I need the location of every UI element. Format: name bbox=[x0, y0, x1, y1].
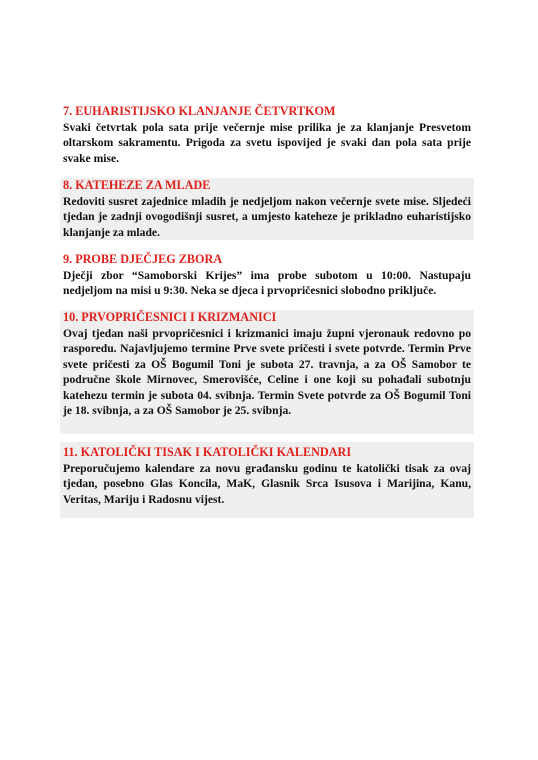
section-catholic-press bbox=[60, 442, 474, 518]
section-title: 9. PROBE DJEČJEG ZBORA bbox=[63, 252, 223, 266]
section-communion-confirmation bbox=[60, 310, 474, 434]
section-children-choir bbox=[60, 252, 474, 300]
section-body: Redoviti susret zajednice mladih je nedjeljom nakon večernje svete mise. Sljedeći tjedan je zadnji ovogodišnji susret, a umjesto kateheze je prikladno euharistijsko klanjanje za mlade. bbox=[63, 194, 471, 239]
section-youth-catechesis bbox=[60, 178, 474, 240]
section-body: Ovaj tjedan naši prvopričesnici i krizmanici imaju župni vjeronauk redovno po rasporedu. Najavljujemo termine Prve svete pričesti i svete potvrde. Termin Prve svete pričesti za OŠ Bogumil Toni je subota 27. travnja, a za OŠ Samobor te područne škole Mirnovec, Smerovišće, Celine i one koji su pohađali subotnju katehezu termin je subota 04. svibnja. Termin Svete potvrde za OŠ Bogumil Toni je 18. svibnja, a za OŠ Samobor je 25. svibnja. bbox=[63, 326, 471, 417]
section-title: 11. KATOLIČKI TISAK I KATOLIČKI KALENDARI bbox=[63, 445, 352, 459]
section-body: Preporučujemo kalendare za novu građansku godinu te katolički tisak za ovaj tjedan, posebno Glas Koncila, MaK, Glasnik Srca Isusova i Marijina, Kanu, Veritas, Mariju i Radosnu vijest. bbox=[63, 461, 471, 506]
section-adoration bbox=[60, 104, 474, 166]
section-title: 7. EUHARISTIJSKO KLANJANJE ČETVRTKOM bbox=[63, 104, 336, 118]
section-body: Svaki četvrtak pola sata prije večernje mise prilika je za klanjanje Presvetom oltarskom sakramentu. Prigoda za svetu ispovijed je svaki dan pola sata prije svake mise. bbox=[63, 120, 471, 165]
section-title: 8. KATEHEZE ZA MLADE bbox=[63, 178, 211, 192]
section-title: 10. PRVOPRIČESNICI I KRIZMANICI bbox=[63, 310, 277, 324]
section-body: Dječji zbor “Samoborski Krijes” ima probe subotom u 10:00. Nastupaju nedjeljom na misi u 9:30. Neka se djeca i prvopričesnici slobodno priključe. bbox=[63, 268, 471, 297]
